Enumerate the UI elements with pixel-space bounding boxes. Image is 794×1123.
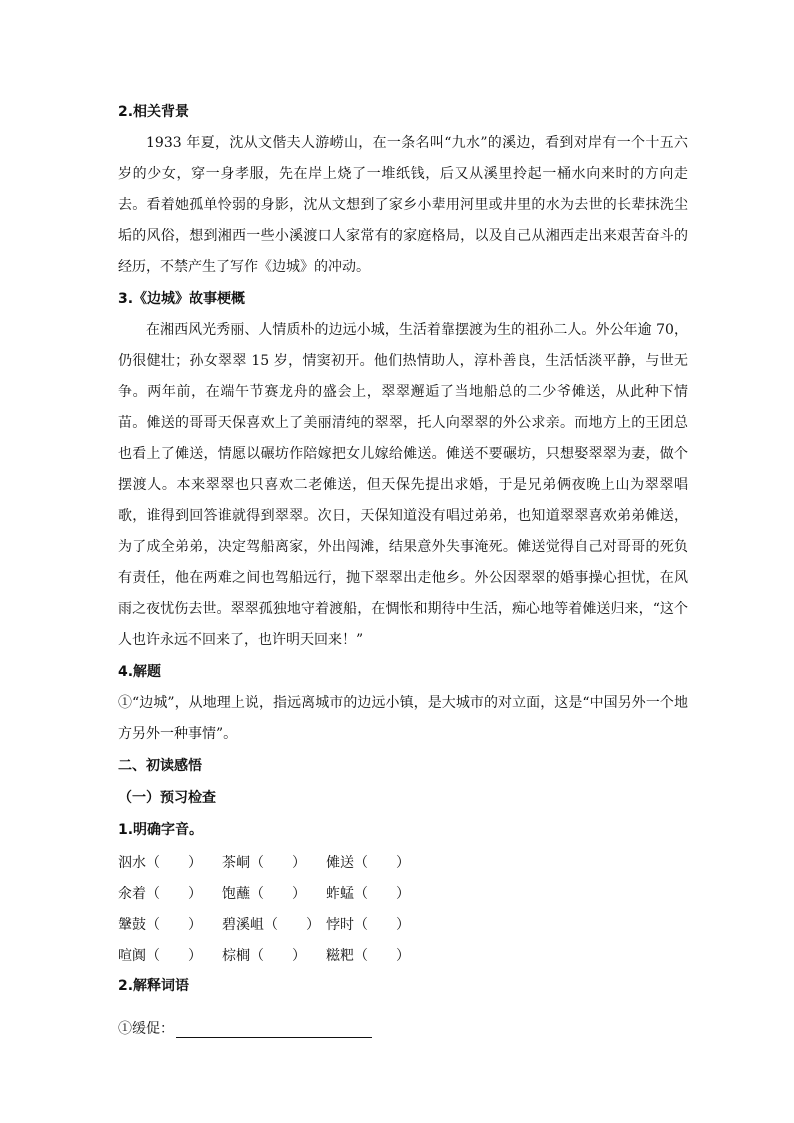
summary-paragraph: 在湘西风光秀丽、人情质朴的边远小城，生活着靠摆渡为生的祖孙二人。外公年逾 70，仍很健壮；孙女翠翠 15 岁，情窦初开。他们热情助人，淳朴善良，生活恬淡平静，与世无争。两年前，在端午节赛龙舟的盛会上，翠翠邂逅了当地船总的二少爷傩送，从此种下情苗。傩送的哥哥天保喜欢上了美丽清纯的翠翠，托人向翠翠的外公求亲。而地方上的王团总也看上了傩送，情愿以碾坊作陪嫁把女儿嫁给傩送。傩送不要碾坊，只想娶翠翠为妻，做个摆渡人。本来翠翠也只喜欢二老傩送，但天保先提出求婚，于是兄弟俩夜晚上山为翠翠唱歌，谁得到回答谁就得到翠翠。次日，天保知道没有唱过弟弟，也知道翠翠喜欢弟弟傩送，为了成全弟弟，决定驾船离家，外出闯滩，结果意外失事淹死。傩送觉得自己对哥哥的死负有责任，他在两难之间也驾船远行，抛下翠翠出走他乡。外公因翠翠的婚事操心担忧，在风雨之夜忧伤去世。翠翠孤独地守着渡船，在惆怅和期待中生活，痴心地等着傩送归来，“这个人也许永远不回来了，也许明天回来！” xyxy=(118,322,688,648)
pronunciation-item: 茶峒（ ） xyxy=(222,854,306,871)
word-explain-label: ①缓促： xyxy=(118,1021,174,1037)
pronunciation-item: 糍粑（ ） xyxy=(326,947,410,964)
pronunciation-row xyxy=(118,877,688,908)
pronunciation-row xyxy=(118,939,688,970)
pronunciation-item: 悖时（ ） xyxy=(326,916,410,933)
title-explain-paragraph: ①“边城”，从地理上说，指远离城市的边远小镇，是大城市的对立面，这是“中国另外一个地方另外一种事情”。 xyxy=(118,695,688,742)
document-page xyxy=(118,96,688,1038)
question-pronunciation: 1.明确字音。 xyxy=(118,822,204,838)
pronunciation-row xyxy=(118,846,688,877)
section-heading-summary: 3.《边城》故事梗概 xyxy=(118,291,246,307)
subheading-preview-check: （一）预习检查 xyxy=(118,790,216,806)
pronunciation-item: 碧溪岨（ ） xyxy=(222,916,320,933)
background-paragraph: 1933 年夏，沈从文偕夫人游崂山，在一条名叫“九水”的溪边，看到对岸有一个十五六岁的少女，穿一身孝服，先在岸上烧了一堆纸钱，后又从溪里拎起一桶水向来时的方向走去。看着她孤单怜弱的身影，沈从文想到了家乡小辈用河里或井里的水为去世的长辈抹洗尘垢的风俗，想到湘西一些小溪渡口人家常有的家庭格局，以及自己从湘西走出来艰苦奋斗的经历，不禁产生了写作《边城》的冲动。 xyxy=(118,135,688,275)
pronunciation-row xyxy=(118,908,688,939)
section-heading-background: 2.相关背景 xyxy=(118,104,190,120)
pronunciation-item: 傩送（ ） xyxy=(326,854,410,871)
pronunciation-item: 泅水（ ） xyxy=(118,854,202,871)
pronunciation-item: 饱蘸（ ） xyxy=(222,885,306,902)
pronunciation-item: 喧阗（ ） xyxy=(118,947,202,964)
pronunciation-item: 氽着（ ） xyxy=(118,885,202,902)
pronunciation-item: 鞶鼓（ ） xyxy=(118,916,202,933)
answer-blank-line[interactable] xyxy=(176,1019,372,1038)
question-explain-words: 2.解释词语 xyxy=(118,978,190,994)
word-explain-item xyxy=(118,1002,688,1038)
pronunciation-item: 棕榈（ ） xyxy=(222,947,306,964)
part-heading-first-reading: 二、初读感悟 xyxy=(118,758,202,774)
section-heading-title-explain: 4.解题 xyxy=(118,664,162,680)
pronunciation-item: 蚱蜢（ ） xyxy=(326,885,410,902)
pronunciation-grid xyxy=(118,846,688,970)
